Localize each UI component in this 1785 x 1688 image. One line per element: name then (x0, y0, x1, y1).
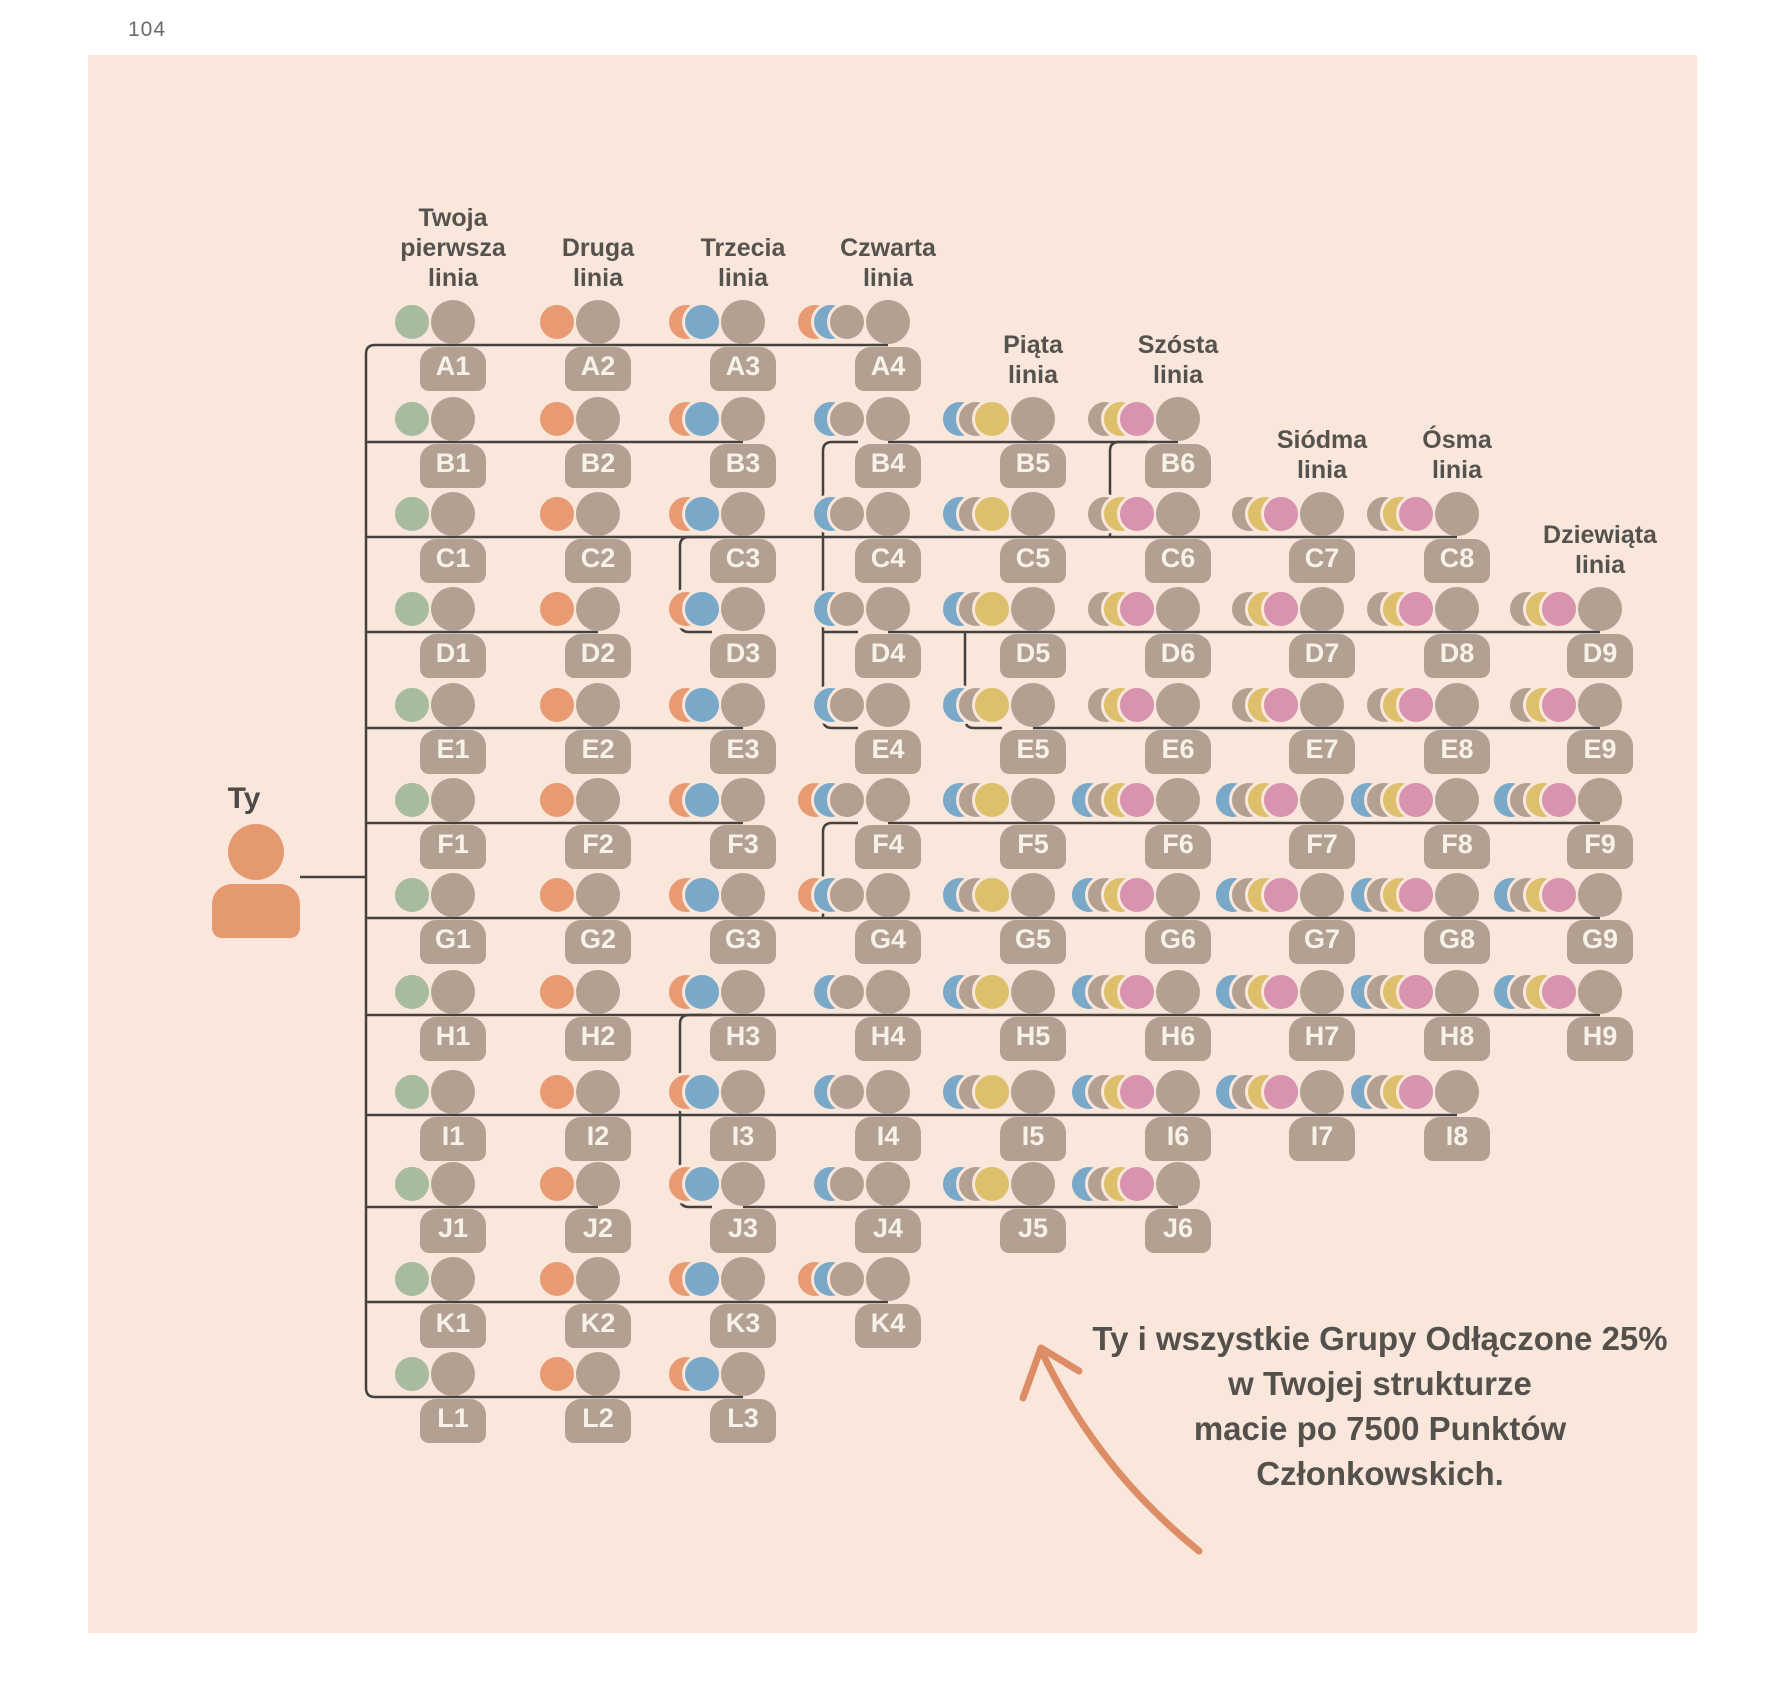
member-label: B5 (1015, 448, 1051, 478)
member-label: K2 (580, 1308, 616, 1338)
member-label: G2 (579, 924, 617, 954)
person-icon (1578, 587, 1622, 631)
member-label: B6 (1160, 448, 1196, 478)
member-label: F9 (1584, 829, 1616, 859)
member-node-I6 (1145, 1070, 1211, 1162)
person-icon (431, 970, 475, 1014)
member-node-K3 (710, 1257, 776, 1349)
member-node-E1 (420, 683, 486, 775)
member-label: F5 (1017, 829, 1049, 859)
member-label: E9 (1583, 734, 1617, 764)
member-node-J4 (855, 1162, 921, 1254)
person-icon (431, 1070, 475, 1114)
member-node-G6 (1145, 873, 1211, 965)
member-label: C5 (1015, 543, 1051, 573)
member-label: B1 (435, 448, 471, 478)
member-node-A1 (420, 300, 486, 392)
person-icon (1300, 778, 1344, 822)
member-node-G5 (1000, 873, 1066, 965)
member-node-E2 (565, 683, 631, 775)
member-node-A3 (710, 300, 776, 392)
member-label: A1 (435, 351, 471, 381)
person-icon (576, 1257, 620, 1301)
member-node-E7 (1289, 683, 1355, 775)
person-icon (1435, 778, 1479, 822)
person-icon (721, 587, 765, 631)
person-icon (576, 300, 620, 344)
person-icon (431, 587, 475, 631)
member-node-H5 (1000, 970, 1066, 1062)
person-icon (1578, 873, 1622, 917)
member-label: D9 (1582, 638, 1618, 668)
member-node-J5 (1000, 1162, 1066, 1254)
member-node-C1 (420, 492, 486, 584)
person-icon (431, 873, 475, 917)
note-line: macie po 7500 Punktów (1193, 1410, 1567, 1447)
person-icon (431, 492, 475, 536)
line-header-text: pierwsza (400, 234, 506, 262)
member-label: H2 (580, 1021, 616, 1051)
member-node-I3 (710, 1070, 776, 1162)
member-label: C8 (1439, 543, 1475, 573)
person-icon (1435, 873, 1479, 917)
member-node-I1 (420, 1070, 486, 1162)
member-label: C7 (1304, 543, 1340, 573)
member-label: E3 (726, 734, 760, 764)
member-label: H3 (725, 1021, 761, 1051)
member-node-C5 (1000, 492, 1066, 584)
person-icon (1156, 492, 1200, 536)
person-icon (1435, 492, 1479, 536)
member-node-H4 (855, 970, 921, 1062)
person-icon (1300, 587, 1344, 631)
person-icon (1156, 587, 1200, 631)
person-icon (576, 587, 620, 631)
member-label: I5 (1021, 1121, 1045, 1151)
member-node-A4 (855, 300, 921, 392)
member-label: E7 (1305, 734, 1339, 764)
member-label: B2 (580, 448, 616, 478)
member-label: J6 (1162, 1213, 1194, 1243)
member-node-E8 (1424, 683, 1490, 775)
member-node-H8 (1424, 970, 1490, 1062)
member-node-C7 (1289, 492, 1355, 584)
line-header-text: Dziewiąta (1543, 521, 1657, 549)
line-header-text: Czwarta (840, 234, 936, 262)
member-label: F7 (1306, 829, 1338, 859)
person-icon (1011, 492, 1055, 536)
ty-label: Ty (227, 782, 261, 815)
member-label: G7 (1303, 924, 1341, 954)
member-label: E4 (871, 734, 905, 764)
person-icon (431, 683, 475, 727)
member-node-D5 (1000, 587, 1066, 679)
member-label: E2 (581, 734, 615, 764)
person-icon (721, 683, 765, 727)
person-icon (576, 683, 620, 727)
member-label: J1 (437, 1213, 469, 1243)
member-label: D4 (870, 638, 906, 668)
member-label: F4 (872, 829, 904, 859)
member-node-H9 (1567, 970, 1633, 1062)
member-label: I4 (876, 1121, 900, 1151)
person-icon (576, 873, 620, 917)
member-node-F1 (420, 778, 486, 870)
member-label: G1 (434, 924, 472, 954)
member-label: I3 (731, 1121, 755, 1151)
line-header-text: linia (862, 264, 913, 292)
member-node-D2 (565, 587, 631, 679)
member-label: D1 (435, 638, 471, 668)
person-icon (866, 1070, 910, 1114)
member-label: F1 (437, 829, 469, 859)
person-icon (1011, 683, 1055, 727)
member-node-H3 (710, 970, 776, 1062)
member-label: C1 (435, 543, 471, 573)
person-icon (721, 397, 765, 441)
member-node-H7 (1289, 970, 1355, 1062)
person-icon (866, 873, 910, 917)
person-icon (576, 1070, 620, 1114)
person-icon (721, 1352, 765, 1396)
member-node-G4 (855, 873, 921, 965)
member-node-A2 (565, 300, 631, 392)
member-node-I7 (1289, 1070, 1355, 1162)
line-header-text: Piąta (1003, 331, 1063, 359)
note-line: Członkowskich. (1256, 1455, 1504, 1492)
member-label: G3 (724, 924, 762, 954)
member-label: F2 (582, 829, 614, 859)
member-node-D1 (420, 587, 486, 679)
member-node-J1 (420, 1162, 486, 1254)
member-node-F8 (1424, 778, 1490, 870)
member-label: H9 (1582, 1021, 1618, 1051)
member-node-C3 (710, 492, 776, 584)
member-label: L3 (727, 1403, 759, 1433)
member-node-E6 (1145, 683, 1211, 775)
member-label: A4 (870, 351, 906, 381)
person-icon (1156, 873, 1200, 917)
line-header-text: linia (1296, 456, 1347, 484)
person-icon (866, 683, 910, 727)
member-label: G6 (1159, 924, 1197, 954)
line-header-text: Twoja (418, 204, 488, 232)
person-icon (431, 778, 475, 822)
member-node-F7 (1289, 778, 1355, 870)
person-icon (1578, 683, 1622, 727)
member-node-D9 (1567, 587, 1633, 679)
person-icon (1011, 970, 1055, 1014)
person-icon (1435, 587, 1479, 631)
member-label: C3 (725, 543, 761, 573)
line-header-text: Ósma (1422, 426, 1492, 454)
line-header-col4 (778, 233, 998, 293)
member-label: I1 (441, 1121, 465, 1151)
member-node-D6 (1145, 587, 1211, 679)
member-node-E4 (855, 683, 921, 775)
line-header-col9 (1490, 520, 1710, 580)
member-label: D7 (1304, 638, 1340, 668)
person-icon (866, 397, 910, 441)
member-label: J2 (582, 1213, 614, 1243)
person-icon (576, 1162, 620, 1206)
member-label: D8 (1439, 638, 1475, 668)
person-icon (1011, 1070, 1055, 1114)
person-icon (721, 1162, 765, 1206)
member-node-D4 (855, 587, 921, 679)
member-node-L2 (565, 1352, 631, 1444)
member-label: F8 (1441, 829, 1473, 859)
member-label: C6 (1160, 543, 1196, 573)
person-icon (721, 778, 765, 822)
member-node-F4 (855, 778, 921, 870)
line-header-text: Druga (561, 234, 635, 262)
member-label: F3 (727, 829, 759, 859)
line-header-text: Siódma (1276, 426, 1368, 454)
person-icon (576, 397, 620, 441)
member-label: D2 (580, 638, 616, 668)
member-label: E1 (436, 734, 470, 764)
member-node-J2 (565, 1162, 631, 1254)
member-node-B4 (855, 397, 921, 489)
member-node-B2 (565, 397, 631, 489)
member-node-E5 (1000, 683, 1066, 775)
line-header-text: linia (1574, 551, 1625, 579)
person-icon (1011, 587, 1055, 631)
member-label: D5 (1015, 638, 1051, 668)
person-icon (431, 397, 475, 441)
member-label: I6 (1166, 1121, 1190, 1151)
member-node-H2 (565, 970, 631, 1062)
person-icon (431, 1352, 475, 1396)
person-icon (1435, 970, 1479, 1014)
page-number: 104 (128, 18, 167, 41)
member-node-H6 (1145, 970, 1211, 1062)
member-label: K3 (725, 1308, 761, 1338)
member-label: H5 (1015, 1021, 1051, 1051)
member-node-B6 (1145, 397, 1211, 489)
member-node-C8 (1424, 492, 1490, 584)
person-icon (431, 300, 475, 344)
member-node-K2 (565, 1257, 631, 1349)
member-node-D7 (1289, 587, 1355, 679)
member-label: L1 (437, 1403, 469, 1433)
member-label: G8 (1438, 924, 1476, 954)
member-label: C4 (870, 543, 906, 573)
person-icon (1156, 683, 1200, 727)
person-icon (576, 970, 620, 1014)
member-node-I4 (855, 1070, 921, 1162)
person-icon (1300, 873, 1344, 917)
member-node-G1 (420, 873, 486, 965)
person-icon (1435, 1070, 1479, 1114)
person-icon (721, 300, 765, 344)
member-label: L2 (582, 1403, 614, 1433)
member-label: I7 (1310, 1121, 1334, 1151)
member-node-F3 (710, 778, 776, 870)
member-node-J6 (1145, 1162, 1211, 1254)
person-icon (1156, 778, 1200, 822)
person-icon (721, 492, 765, 536)
line-header-text: linia (1152, 361, 1203, 389)
member-node-G7 (1289, 873, 1355, 965)
person-icon (721, 970, 765, 1014)
member-node-I2 (565, 1070, 631, 1162)
member-node-I8 (1424, 1070, 1490, 1162)
person-icon (1578, 970, 1622, 1014)
note-text (1040, 1316, 1720, 1496)
person-icon (1435, 683, 1479, 727)
person-icon (866, 970, 910, 1014)
member-node-E9 (1567, 683, 1633, 775)
member-node-G3 (710, 873, 776, 965)
ty-torso (212, 884, 300, 938)
person-icon (576, 492, 620, 536)
member-node-J3 (710, 1162, 776, 1254)
person-icon (866, 778, 910, 822)
line-header-col6 (1068, 330, 1288, 390)
person-icon (1156, 970, 1200, 1014)
person-icon (431, 1257, 475, 1301)
member-node-E3 (710, 683, 776, 775)
person-icon (1578, 778, 1622, 822)
member-label: A2 (580, 351, 616, 381)
person-icon (1011, 397, 1055, 441)
person-icon (866, 587, 910, 631)
person-icon (721, 1257, 765, 1301)
member-node-G9 (1567, 873, 1633, 965)
person-icon (1156, 397, 1200, 441)
member-label: B4 (870, 448, 906, 478)
member-label: B3 (725, 448, 761, 478)
person-icon (866, 1257, 910, 1301)
member-label: I8 (1445, 1121, 1469, 1151)
member-node-C2 (565, 492, 631, 584)
person-icon (866, 492, 910, 536)
member-label: K1 (435, 1308, 471, 1338)
member-node-K4 (855, 1257, 921, 1349)
line-header-text: linia (717, 264, 768, 292)
member-label: D6 (1160, 638, 1196, 668)
line-header-col8 (1347, 425, 1567, 485)
person-icon (1011, 778, 1055, 822)
member-label: C2 (580, 543, 616, 573)
person-icon (866, 1162, 910, 1206)
person-icon (1300, 1070, 1344, 1114)
member-label: A3 (725, 351, 761, 381)
line-header-text: linia (427, 264, 478, 292)
member-label: G9 (1581, 924, 1619, 954)
person-icon (1300, 970, 1344, 1014)
member-node-D8 (1424, 587, 1490, 679)
member-label: D3 (725, 638, 761, 668)
person-icon (1011, 873, 1055, 917)
person-icon (866, 300, 910, 344)
member-node-L3 (710, 1352, 776, 1444)
member-node-D3 (710, 587, 776, 679)
member-label: G5 (1014, 924, 1052, 954)
member-node-F6 (1145, 778, 1211, 870)
person-icon (1300, 683, 1344, 727)
member-node-H1 (420, 970, 486, 1062)
person-icon (1011, 1162, 1055, 1206)
line-header-text: linia (572, 264, 623, 292)
member-label: G4 (869, 924, 907, 954)
member-node-B3 (710, 397, 776, 489)
member-label: E6 (1161, 734, 1195, 764)
person-icon (576, 778, 620, 822)
member-node-F9 (1567, 778, 1633, 870)
person-icon (721, 873, 765, 917)
person-icon (1156, 1162, 1200, 1206)
member-label: H1 (435, 1021, 471, 1051)
person-icon (431, 1162, 475, 1206)
member-label: F6 (1162, 829, 1194, 859)
person-icon (576, 1352, 620, 1396)
member-node-C6 (1145, 492, 1211, 584)
member-label: J5 (1017, 1213, 1049, 1243)
person-icon (721, 1070, 765, 1114)
line-header-text: linia (1431, 456, 1482, 484)
member-label: H4 (870, 1021, 906, 1051)
member-label: E5 (1016, 734, 1050, 764)
member-node-F5 (1000, 778, 1066, 870)
member-node-C4 (855, 492, 921, 584)
line-header-text: Trzecia (700, 234, 786, 262)
member-node-L1 (420, 1352, 486, 1444)
member-node-G2 (565, 873, 631, 965)
note-line: w Twojej strukturze (1228, 1365, 1532, 1402)
member-node-F2 (565, 778, 631, 870)
note-line: Ty i wszystkie Grupy Odłączone 25% (1092, 1320, 1668, 1357)
member-label: E8 (1440, 734, 1474, 764)
person-icon (1156, 1070, 1200, 1114)
member-label: K4 (870, 1308, 906, 1338)
line-header-text: Szósta (1137, 331, 1219, 359)
ty-person-icon (212, 824, 300, 940)
line-header-text: linia (1007, 361, 1058, 389)
member-label: H8 (1439, 1021, 1475, 1051)
member-label: H7 (1304, 1021, 1340, 1051)
member-node-B1 (420, 397, 486, 489)
member-node-K1 (420, 1257, 486, 1349)
ty-head (228, 824, 284, 880)
member-label: I2 (586, 1121, 610, 1151)
person-icon (1300, 492, 1344, 536)
member-node-B5 (1000, 397, 1066, 489)
member-label: J3 (727, 1213, 759, 1243)
member-node-G8 (1424, 873, 1490, 965)
member-label: J4 (872, 1213, 904, 1243)
member-node-I5 (1000, 1070, 1066, 1162)
member-label: H6 (1160, 1021, 1196, 1051)
